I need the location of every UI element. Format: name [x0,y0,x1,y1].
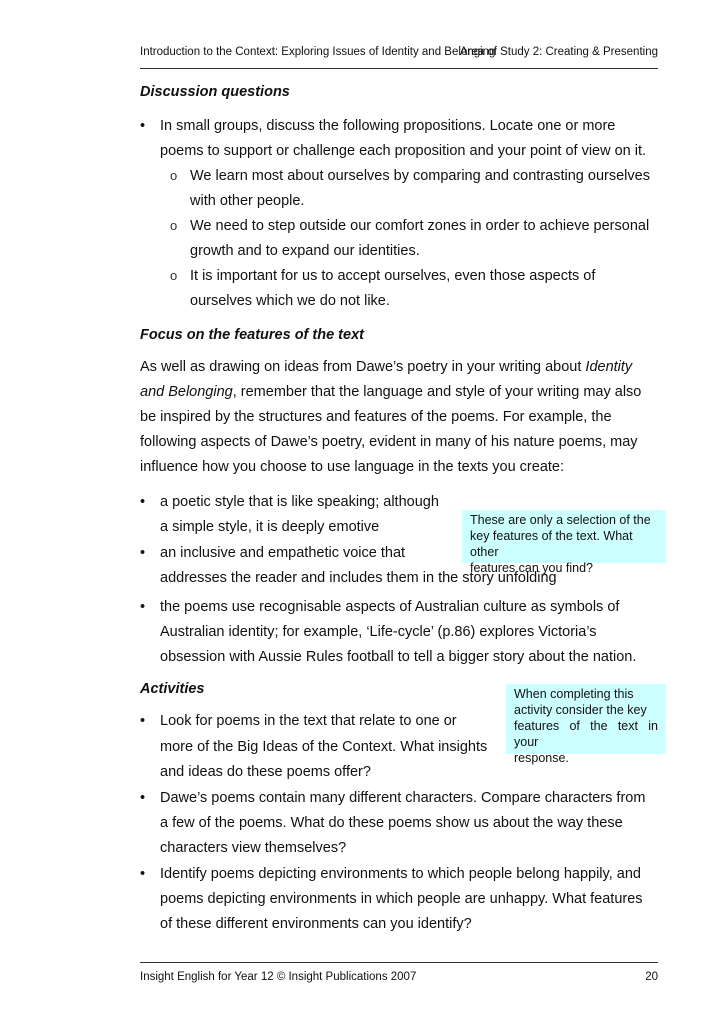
activity-2-line-1: Dawe’s poems contain many different characters. Compare characters from [160,790,646,806]
activity-1-line-2: more of the Big Ideas of the Context. What insights [160,739,488,755]
sub-bullet-glyph: o [170,218,178,233]
proposition-2-line-2: growth and to expand our identities. [190,243,420,259]
feature-bullet-3-line-1: the poems use recognisable aspects of Australian culture as symbols of [160,599,620,615]
activity-2-line-2: a few of the poems. What do these poems show us about the way these [160,815,623,831]
discussion-heading: Discussion questions [140,84,290,100]
bullet-glyph: • [140,494,146,510]
header-area-of-study: Area of Study 2: Creating & Presenting [459,46,658,58]
activity-3-line-3: of these different environments can you identify? [160,916,472,932]
discussion-intro-line-2: poems to support or challenge each proposition and your point of view on it. [160,143,647,159]
features-para-line-4: following aspects of Dawe’s poetry, evident in many of his nature poems, may [140,434,638,450]
discussion-intro-line-1: In small groups, discuss the following propositions. Locate one or more [160,118,616,134]
bullet-glyph: • [140,790,146,806]
feature-bullet-3-line-2: Australian identity; for example, ‘Life-cycle’ (p.86) explores Victoria’s [160,624,597,640]
sub-bullet-glyph: o [170,168,178,183]
page-header [140,44,658,69]
bullet-glyph: • [140,866,146,882]
feature-bullet-1-line-1: a poetic style that is like speaking; although [160,494,439,510]
features-para-line-3: be inspired by the structures and features of the poems. For example, the [140,409,612,425]
callout-line: When completing this [514,687,634,701]
proposition-2-line-1: We need to step outside our comfort zones in order to achieve personal [190,218,650,234]
features-para-text: , remember that the language and style of your writing may also [232,384,642,400]
page-footer [140,962,658,983]
features-callout-box [462,510,666,575]
callout-line: features of the text in your [514,719,658,749]
sub-bullet-glyph: o [170,268,178,283]
activities-callout-box [506,684,666,765]
callout-line: features can you find? [470,561,593,575]
page-number: 20 [645,971,658,983]
activities-heading: Activities [140,681,205,697]
features-para-line-1 [140,357,632,377]
header-context-title: Introduction to the Context: Exploring Issues of Identity and Belonging [140,46,496,58]
activity-2-line-3: characters view themselves? [160,840,347,856]
feature-bullet-1-line-2: a simple style, it is deeply emotive [160,519,380,535]
feature-bullet-2-line-1: an inclusive and empathetic voice that [160,545,406,561]
bullet-glyph: • [140,599,146,615]
activity-1-line-3: and ideas do these poems offer? [160,764,371,780]
activity-3-line-2: poems depicting environments in which people are unhappy. What features [160,891,643,907]
features-para-line-5: influence how you choose to use language in the texts you create: [140,459,565,475]
features-heading: Focus on the features of the text [140,327,364,343]
proposition-1-line-1: We learn most about ourselves by comparing and contrasting ourselves [190,168,650,184]
bullet-glyph: • [140,713,146,729]
activity-3-line-1: Identify poems depicting environments to which people belong happily, and [160,866,641,882]
bullet-glyph: • [140,545,146,561]
callout-line: key features of the text. What other [470,529,633,559]
proposition-3-line-1: It is important for us to accept ourselves, even those aspects of [190,268,596,284]
features-para-emphasis: Identity [585,359,633,375]
features-para-emphasis: and Belonging [140,384,233,400]
bullet-glyph: • [140,118,146,134]
callout-line: activity consider the key [514,703,647,717]
proposition-1-line-2: with other people. [190,193,305,209]
feature-bullet-2-line-2: addresses the reader and includes them in the story unfolding [160,570,557,586]
features-para-text: As well as drawing on ideas from Dawe’s poetry in your writing about [140,359,586,375]
activity-1-line-1: Look for poems in the text that relate to one or [160,713,457,729]
feature-bullet-3-line-3: obsession with Aussie Rules football to tell a bigger story about the nation. [160,649,637,665]
footer-publication: Insight English for Year 12 © Insight Publications 2007 [140,971,417,983]
features-para-line-2 [140,382,641,402]
callout-line: These are only a selection of the [470,513,651,527]
proposition-3-line-2: ourselves which we do not like. [190,293,390,309]
callout-line: response. [514,751,569,765]
